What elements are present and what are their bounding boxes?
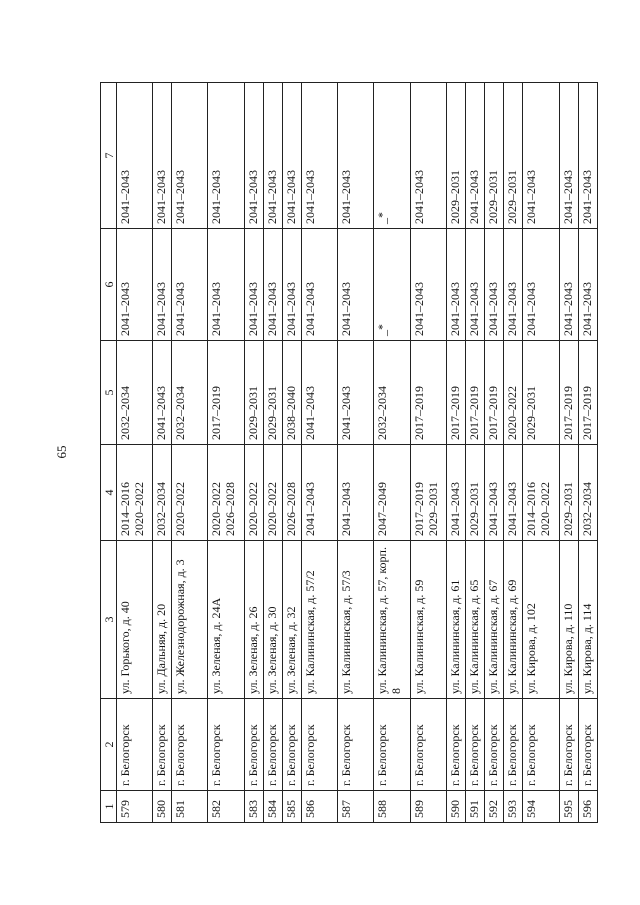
address-cell: ул. Калининская, д. 61 [446, 541, 465, 699]
row-number-cell: 588 [374, 791, 410, 823]
period-col6-cell: 2041–2043 [244, 229, 263, 341]
city-cell: г. Белогорск [338, 699, 374, 791]
period-col7-cell: 2041–2043 [465, 83, 484, 229]
period-col6-cell: 2041–2043 [117, 229, 153, 341]
period-col7-cell: 2041–2043 [282, 83, 301, 229]
period-col7-cell: 2041–2043 [338, 83, 374, 229]
period-col7-cell: 2041–2043 [263, 83, 282, 229]
period-col5-cell: 2032–2034 [172, 341, 208, 445]
period-col7-cell: 2029–2031 [485, 83, 504, 229]
table-row [446, 83, 465, 823]
header-row [101, 83, 117, 823]
period-col5-cell: 2020–2022 [504, 341, 523, 445]
period-col7-cell: 2041–2043 [208, 83, 244, 229]
column-header: 5 [101, 341, 117, 445]
period-col5-cell: 2017–2019 [208, 341, 244, 445]
period-col4-line: 2041–2043 [447, 482, 462, 536]
table-row [578, 83, 597, 823]
row-number-cell: 583 [244, 791, 263, 823]
period-col6-cell: 2041–2043 [578, 229, 597, 341]
city-cell: г. Белогорск [117, 699, 153, 791]
table-row [244, 83, 263, 823]
period-col6-cell: 2041–2043 [208, 229, 244, 341]
period-col4-line: 2020–2022 [264, 482, 279, 536]
period-col4-cell [302, 445, 338, 541]
period-col6-cell: 2041–2043 [523, 229, 559, 341]
row-number-cell: 582 [208, 791, 244, 823]
period-col7-cell: 2029–2031 [504, 83, 523, 229]
period-col6-cell: 2041–2043 [504, 229, 523, 341]
table-row [282, 83, 301, 823]
address-cell: ул. Калининская, д. 69 [504, 541, 523, 699]
period-col6-cell: 2041–2043 [263, 229, 282, 341]
period-col6-cell: 2041–2043 [172, 229, 208, 341]
period-col4-cell [374, 445, 410, 541]
period-col4-line: 2041–2043 [303, 482, 318, 536]
city-cell: г. Белогорск [208, 699, 244, 791]
address-cell: ул. Калининская, д. 57/2 [302, 541, 338, 699]
period-col4-cell [282, 445, 301, 541]
period-col7-cell: 2041–2043 [244, 83, 263, 229]
period-col4-cell [410, 445, 446, 541]
row-number-cell: 596 [578, 791, 597, 823]
period-col4-line: 2020–2022 [209, 482, 224, 536]
table-row [302, 83, 338, 823]
city-cell: г. Белогорск [374, 699, 410, 791]
address-cell: ул. Горького, д. 40 [117, 541, 153, 699]
schedule-table [100, 82, 598, 823]
period-col7-cell: 2041–2043 [410, 83, 446, 229]
city-cell: г. Белогорск [485, 699, 504, 791]
period-col4-line: 2026–2028 [283, 482, 298, 536]
period-col4-line: 2020–2022 [132, 482, 146, 536]
table-row [504, 83, 523, 823]
city-cell: г. Белогорск [504, 699, 523, 791]
address-cell: ул. Железнодорожная, д. 3 [172, 541, 208, 699]
column-header: 7 [101, 83, 117, 229]
row-number-cell: 594 [523, 791, 559, 823]
period-col5-cell: 2017–2019 [410, 341, 446, 445]
period-col5-cell: 2017–2019 [485, 341, 504, 445]
period-col5-cell: 2017–2019 [578, 341, 597, 445]
period-col6-cell: 2041–2043 [446, 229, 465, 341]
address-cell: ул. Кирова, д. 114 [578, 541, 597, 699]
period-col5-cell: 2032–2034 [117, 341, 153, 445]
table-row [153, 83, 172, 823]
period-col6-cell: 2041–2043 [485, 229, 504, 341]
period-col4-line: 2032–2034 [154, 482, 169, 536]
row-number-cell: 592 [485, 791, 504, 823]
period-col7-cell: 2029–2031 [446, 83, 465, 229]
row-number-cell: 590 [446, 791, 465, 823]
period-col5-cell: 2017–2019 [465, 341, 484, 445]
city-cell: г. Белогорск [465, 699, 484, 791]
row-number-cell: 586 [302, 791, 338, 823]
period-col5-cell: 2017–2019 [446, 341, 465, 445]
period-col4-line: 2041–2043 [486, 482, 500, 536]
period-col6-cell: 2041–2043 [302, 229, 338, 341]
row-number-cell: 580 [153, 791, 172, 823]
period-col4-line: 2020–2022 [538, 482, 553, 536]
schedule-table-rotated [100, 83, 598, 823]
table-row [263, 83, 282, 823]
table-row [338, 83, 374, 823]
period-col4-line: 2032–2034 [579, 482, 594, 536]
table-row [559, 83, 578, 823]
period-col4-line: 2047–2049 [375, 482, 390, 536]
period-col7-cell: 2041–2043 [153, 83, 172, 229]
table-row [485, 83, 504, 823]
city-cell: г. Белогорск [523, 699, 559, 791]
period-col5-cell: 2041–2043 [302, 341, 338, 445]
row-number-cell: 579 [117, 791, 153, 823]
address-cell: ул. Кирова, д. 102 [523, 541, 559, 699]
address-cell: ул. Кирова, д. 110 [559, 541, 578, 699]
period-col5-cell: 2041–2043 [338, 341, 374, 445]
period-col4-line: 2026–2028 [223, 482, 238, 536]
period-col5-cell: 2029–2031 [263, 341, 282, 445]
period-col6-cell: 2041–2043 [410, 229, 446, 341]
address-cell: ул. Зеленая, д. 30 [263, 541, 282, 699]
period-col4-line: 2029–2031 [425, 482, 440, 536]
period-col4-cell [263, 445, 282, 541]
city-cell: г. Белогорск [446, 699, 465, 791]
period-col4-line: 2014–2016 [524, 482, 539, 536]
page-number: 65 [54, 445, 69, 459]
period-col4-line: 2014–2016 [118, 482, 132, 536]
city-cell: г. Белогорск [578, 699, 597, 791]
address-cell: ул. Калининская, д. 67 [485, 541, 504, 699]
city-cell: г. Белогорск [244, 699, 263, 791]
period-col4-cell [485, 445, 504, 541]
table-row [465, 83, 484, 823]
period-col7-cell: _* [374, 83, 410, 229]
city-cell: г. Белогорск [153, 699, 172, 791]
column-header: 6 [101, 229, 117, 341]
period-col4-cell [465, 445, 484, 541]
address-cell: ул. Калининская, д. 57, корп. 8 [374, 541, 410, 699]
row-number-cell: 593 [504, 791, 523, 823]
period-col4-cell [117, 445, 153, 541]
period-col6-cell: 2041–2043 [282, 229, 301, 341]
period-col4-line: 2041–2043 [505, 482, 520, 536]
period-col7-cell: 2041–2043 [302, 83, 338, 229]
table-row [523, 83, 559, 823]
period-col4-cell [172, 445, 208, 541]
period-col5-cell: 2041–2043 [153, 341, 172, 445]
period-col4-line: 2041–2043 [339, 482, 354, 536]
city-cell: г. Белогорск [282, 699, 301, 791]
period-col4-cell [446, 445, 465, 541]
table-row [374, 83, 410, 823]
period-col6-cell: 2041–2043 [153, 229, 172, 341]
period-col4-line: 2017–2019 [411, 482, 426, 536]
row-number-cell: 581 [172, 791, 208, 823]
row-number-cell: 584 [263, 791, 282, 823]
column-header: 4 [101, 445, 117, 541]
period-col7-cell: 2041–2043 [172, 83, 208, 229]
period-col6-cell: 2041–2043 [559, 229, 578, 341]
period-col7-cell: 2041–2043 [559, 83, 578, 229]
period-col4-line: 2029–2031 [466, 482, 481, 536]
period-col4-line: 2029–2031 [560, 482, 575, 536]
period-col7-cell: 2041–2043 [117, 83, 153, 229]
period-col4-cell [504, 445, 523, 541]
city-cell: г. Белогорск [172, 699, 208, 791]
period-col6-cell: _* [374, 229, 410, 341]
table-row [172, 83, 208, 823]
period-col5-cell: 2038–2040 [282, 341, 301, 445]
city-cell: г. Белогорск [302, 699, 338, 791]
table-row [410, 83, 446, 823]
address-cell: ул. Зеленая, д. 24А [208, 541, 244, 699]
row-number-cell: 589 [410, 791, 446, 823]
table-row [117, 83, 153, 823]
address-cell: ул. Дальняя, д. 20 [153, 541, 172, 699]
column-header: 3 [101, 541, 117, 699]
address-cell: ул. Калининская, д. 57/3 [338, 541, 374, 699]
column-header: 2 [101, 699, 117, 791]
city-cell: г. Белогорск [263, 699, 282, 791]
period-col4-cell [208, 445, 244, 541]
period-col6-cell: 2041–2043 [338, 229, 374, 341]
period-col4-cell [244, 445, 263, 541]
period-col5-cell: 2017–2019 [559, 341, 578, 445]
city-cell: г. Белогорск [559, 699, 578, 791]
row-number-cell: 595 [559, 791, 578, 823]
period-col4-line: 2020–2022 [245, 482, 260, 536]
period-col6-cell: 2041–2043 [465, 229, 484, 341]
row-number-cell: 585 [282, 791, 301, 823]
period-col7-cell: 2041–2043 [523, 83, 559, 229]
city-cell: г. Белогорск [410, 699, 446, 791]
row-number-cell: 591 [465, 791, 484, 823]
period-col5-cell: 2032–2034 [374, 341, 410, 445]
address-cell: ул. Калининская, д. 59 [410, 541, 446, 699]
column-header: 1 [101, 791, 117, 823]
address-cell: ул. Зеленая, д. 26 [244, 541, 263, 699]
period-col4-cell [338, 445, 374, 541]
period-col4-line: 2020–2022 [173, 482, 188, 536]
period-col4-cell [578, 445, 597, 541]
period-col5-cell: 2029–2031 [523, 341, 559, 445]
period-col4-cell [523, 445, 559, 541]
period-col7-cell: 2041–2043 [578, 83, 597, 229]
row-number-cell: 587 [338, 791, 374, 823]
period-col5-cell: 2029–2031 [244, 341, 263, 445]
table-body [117, 83, 598, 823]
address-cell: ул. Калининская, д. 65 [465, 541, 484, 699]
address-cell: ул. Зеленая, д. 32 [282, 541, 301, 699]
period-col4-cell [559, 445, 578, 541]
period-col4-cell [153, 445, 172, 541]
table-row [208, 83, 244, 823]
